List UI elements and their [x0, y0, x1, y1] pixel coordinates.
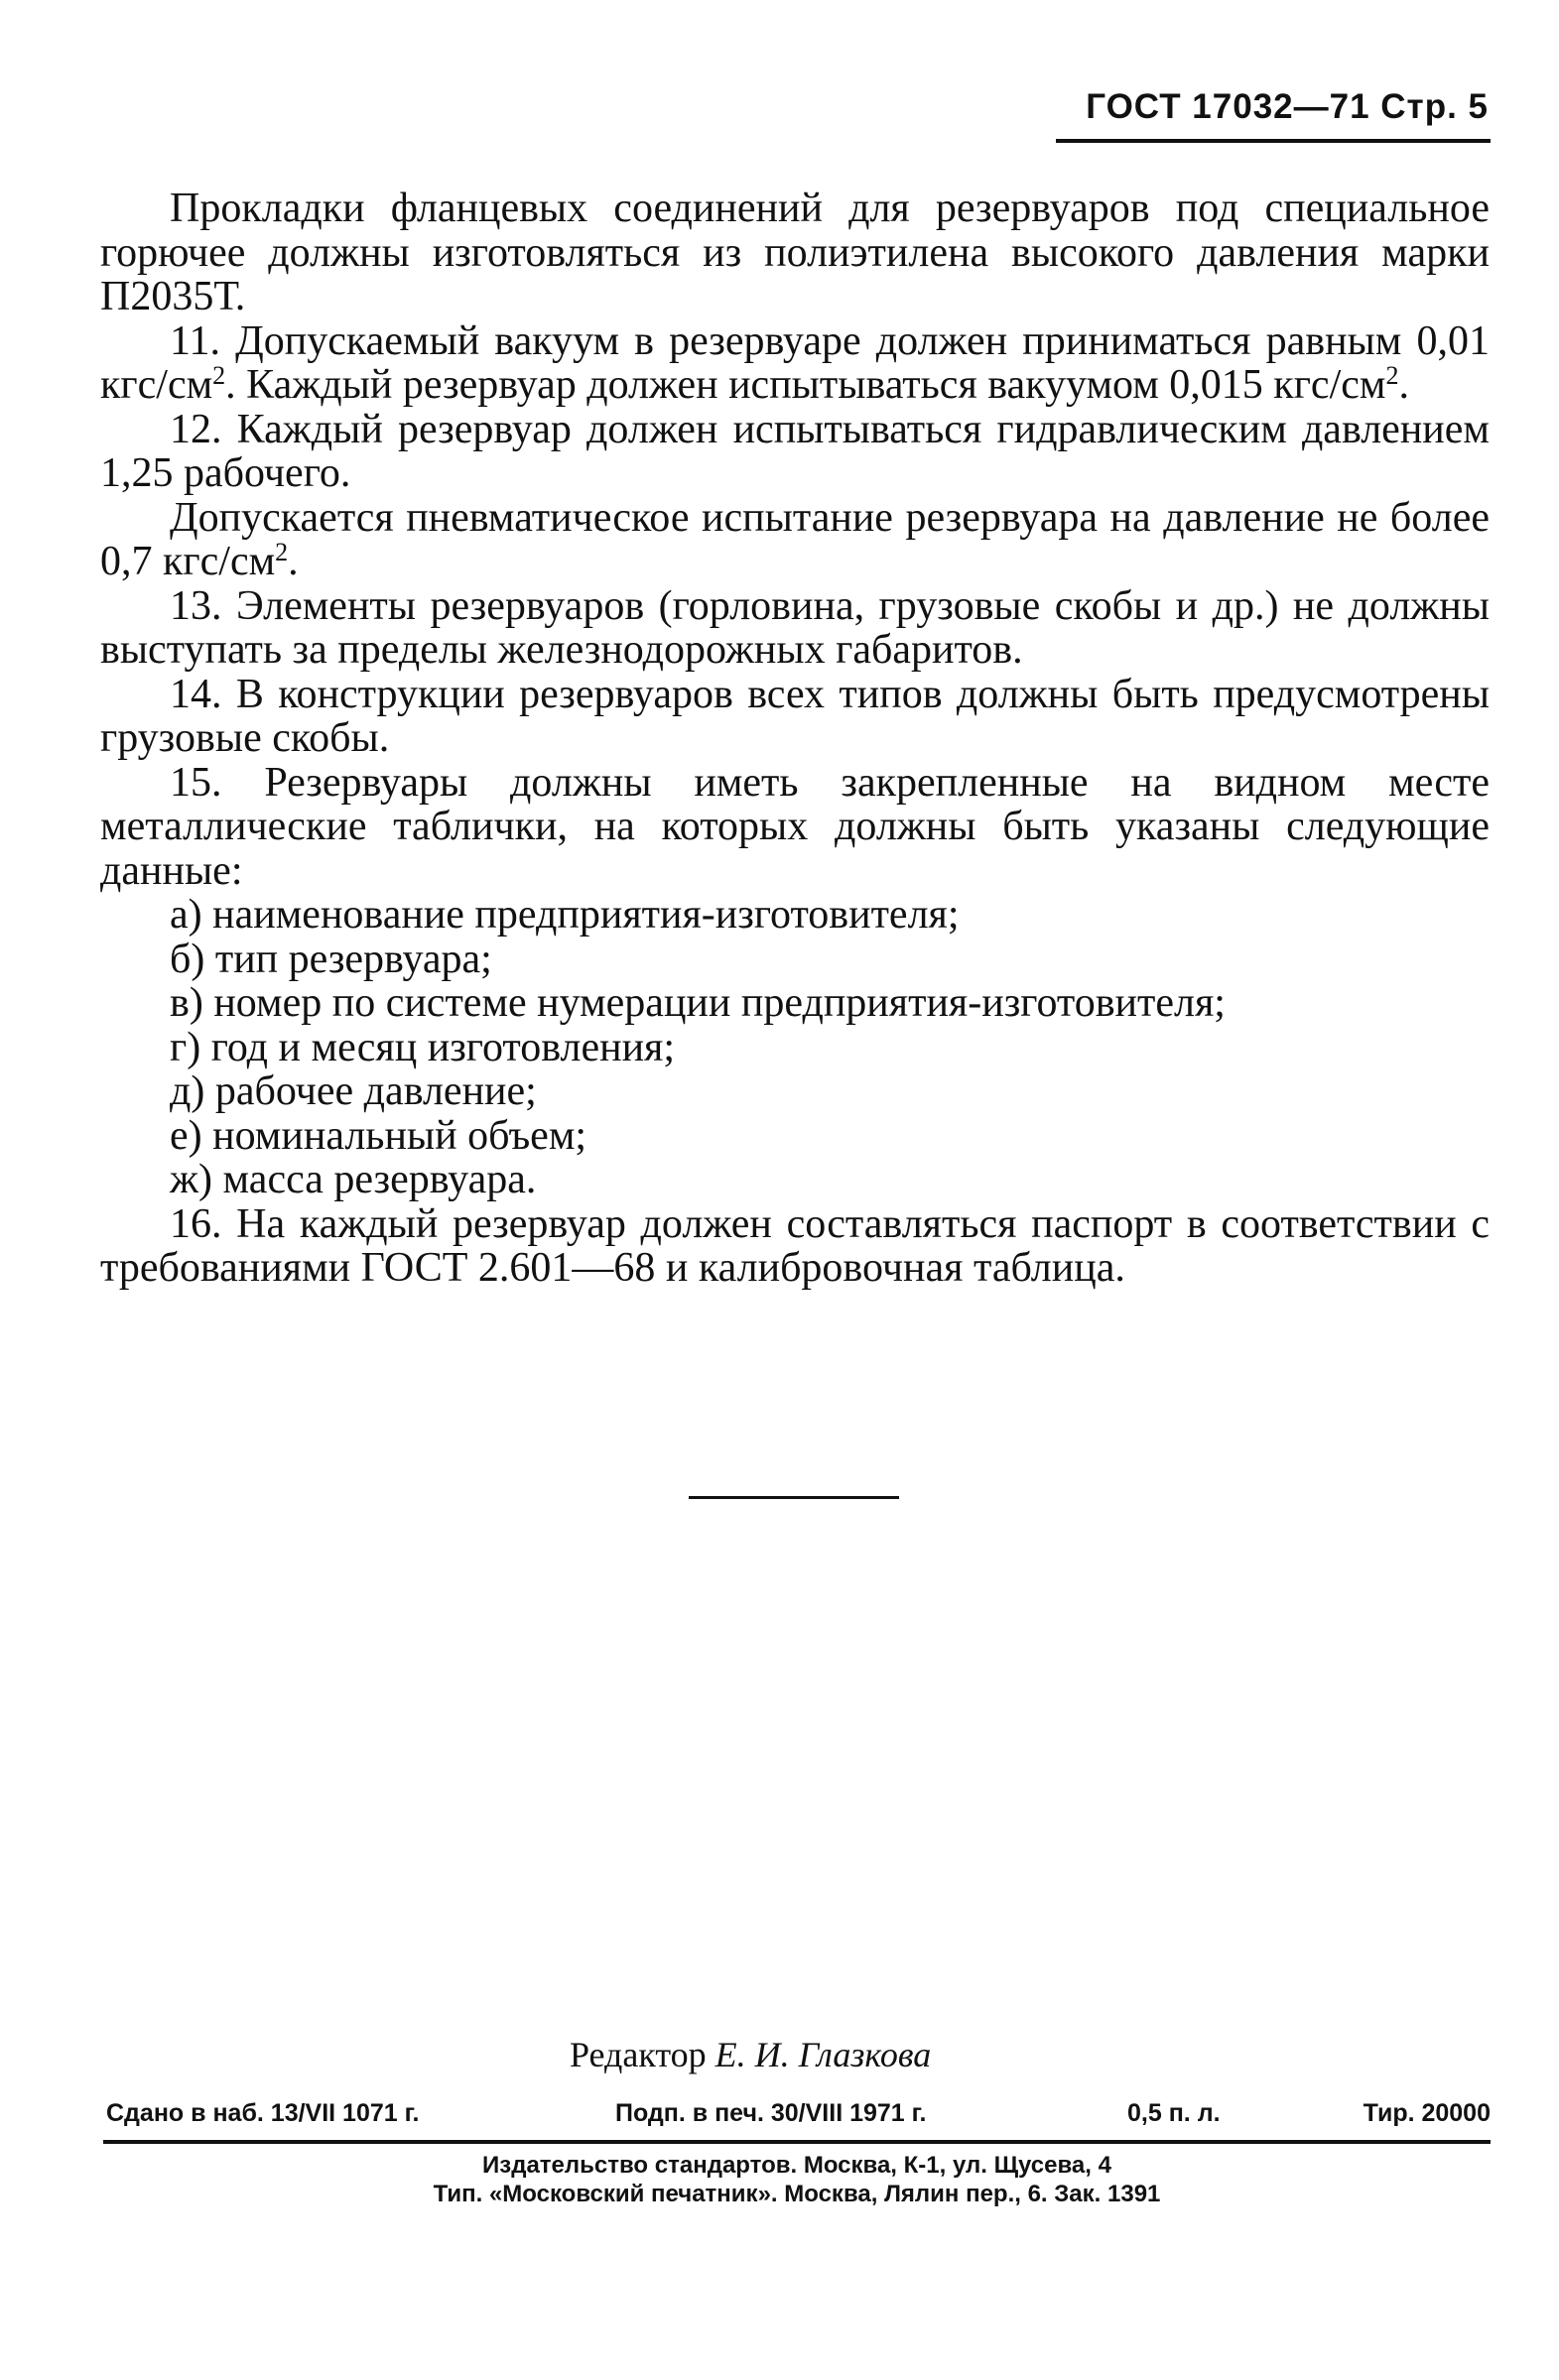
list-item: б) тип резервуара;	[170, 936, 492, 982]
paragraph-12-pneumatic	[100, 496, 1490, 584]
list-item: в) номер по системе нумерации предприятия-изготовителя;	[170, 980, 1226, 1026]
editor-name: Е. И. Глазкова	[715, 2035, 932, 2074]
superscript: 2	[1385, 361, 1399, 390]
paragraph-11	[100, 319, 1490, 408]
paragraph-11-part-c: .	[1398, 362, 1409, 408]
section-divider	[689, 1496, 899, 1499]
imprint-signed: Подп. в печ. 30/VIII 1971 г.	[615, 2099, 927, 2127]
list-item: г) год и месяц изготовления;	[170, 1024, 676, 1070]
imprint-sheets: 0,5 п. л.	[1127, 2099, 1221, 2127]
imprint-rule	[103, 2140, 1491, 2144]
publisher-address: Издательство стандартов. Москва, К-1, ул. Щусева, 4	[482, 2152, 1111, 2179]
imprint-print-run: Тир. 20000	[1363, 2099, 1491, 2127]
paragraph-12: 12. Каждый резервуар должен испытываться гидравлическим давлением 1,25 рабочего.	[100, 406, 1490, 496]
paragraph-12-pneumatic-end: .	[288, 539, 299, 584]
editor-label: Редактор	[570, 2035, 707, 2074]
list-item: а) наименование предприятия-изготовителя;	[170, 892, 960, 938]
paragraph-11-part-a: 11. Допускаемый вакуум в резервуаре должен приниматься равным 0,01 кгс/см	[100, 317, 1490, 408]
paragraph-15: 15. Резервуары должны иметь закрепленные на видном месте металлические таблички, на которых должны быть указаны следующие данные:	[100, 759, 1490, 894]
paragraph-gaskets: Прокладки фланцевых соединений для резервуаров под специальное горючее должны изготовляться из полиэтилена высокого давления марки П2035Т.	[100, 186, 1490, 319]
list-item: е) номинальный объем;	[170, 1112, 587, 1159]
header-rule	[1056, 139, 1491, 143]
page-header: ГОСТ 17032—71 Стр. 5	[1086, 87, 1489, 126]
publisher-info	[103, 2151, 1491, 2208]
paragraph-11-part-b: . Каждый резервуар должен испытываться вакуумом 0,015 кгс/см	[225, 362, 1386, 408]
paragraph-16: 16. На каждый резервуар должен составляться паспорт в соответствии с требованиями ГОСТ 2.601—68 и калибровочная таблица.	[100, 1200, 1490, 1291]
list-item: ж) масса резервуара.	[170, 1157, 537, 1202]
document-body	[100, 187, 1490, 1291]
paragraph-13: 13. Элементы резервуаров (горловина, грузовые скобы и др.) не должны выступать за пределы железнодорожных габаритов.	[100, 582, 1490, 673]
paragraph-12-pneumatic-text: Допускается пневматическое испытание резервуара на давление не более 0,7 кгс/см	[100, 494, 1490, 584]
imprint-submitted: Сдано в наб. 13/VII 1071 г.	[106, 2099, 420, 2127]
superscript: 2	[275, 538, 289, 566]
paragraph-14: 14. В конструкции резервуаров всех типов должны быть предусмотрены грузовые скобы.	[100, 671, 1490, 761]
list-item: д) рабочее давление;	[170, 1068, 537, 1114]
superscript: 2	[212, 361, 226, 390]
printer-address: Тип. «Московский печатник». Москва, Лялин пер., 6. Зак. 1391	[433, 2181, 1161, 2207]
editor-credit	[570, 2034, 931, 2075]
